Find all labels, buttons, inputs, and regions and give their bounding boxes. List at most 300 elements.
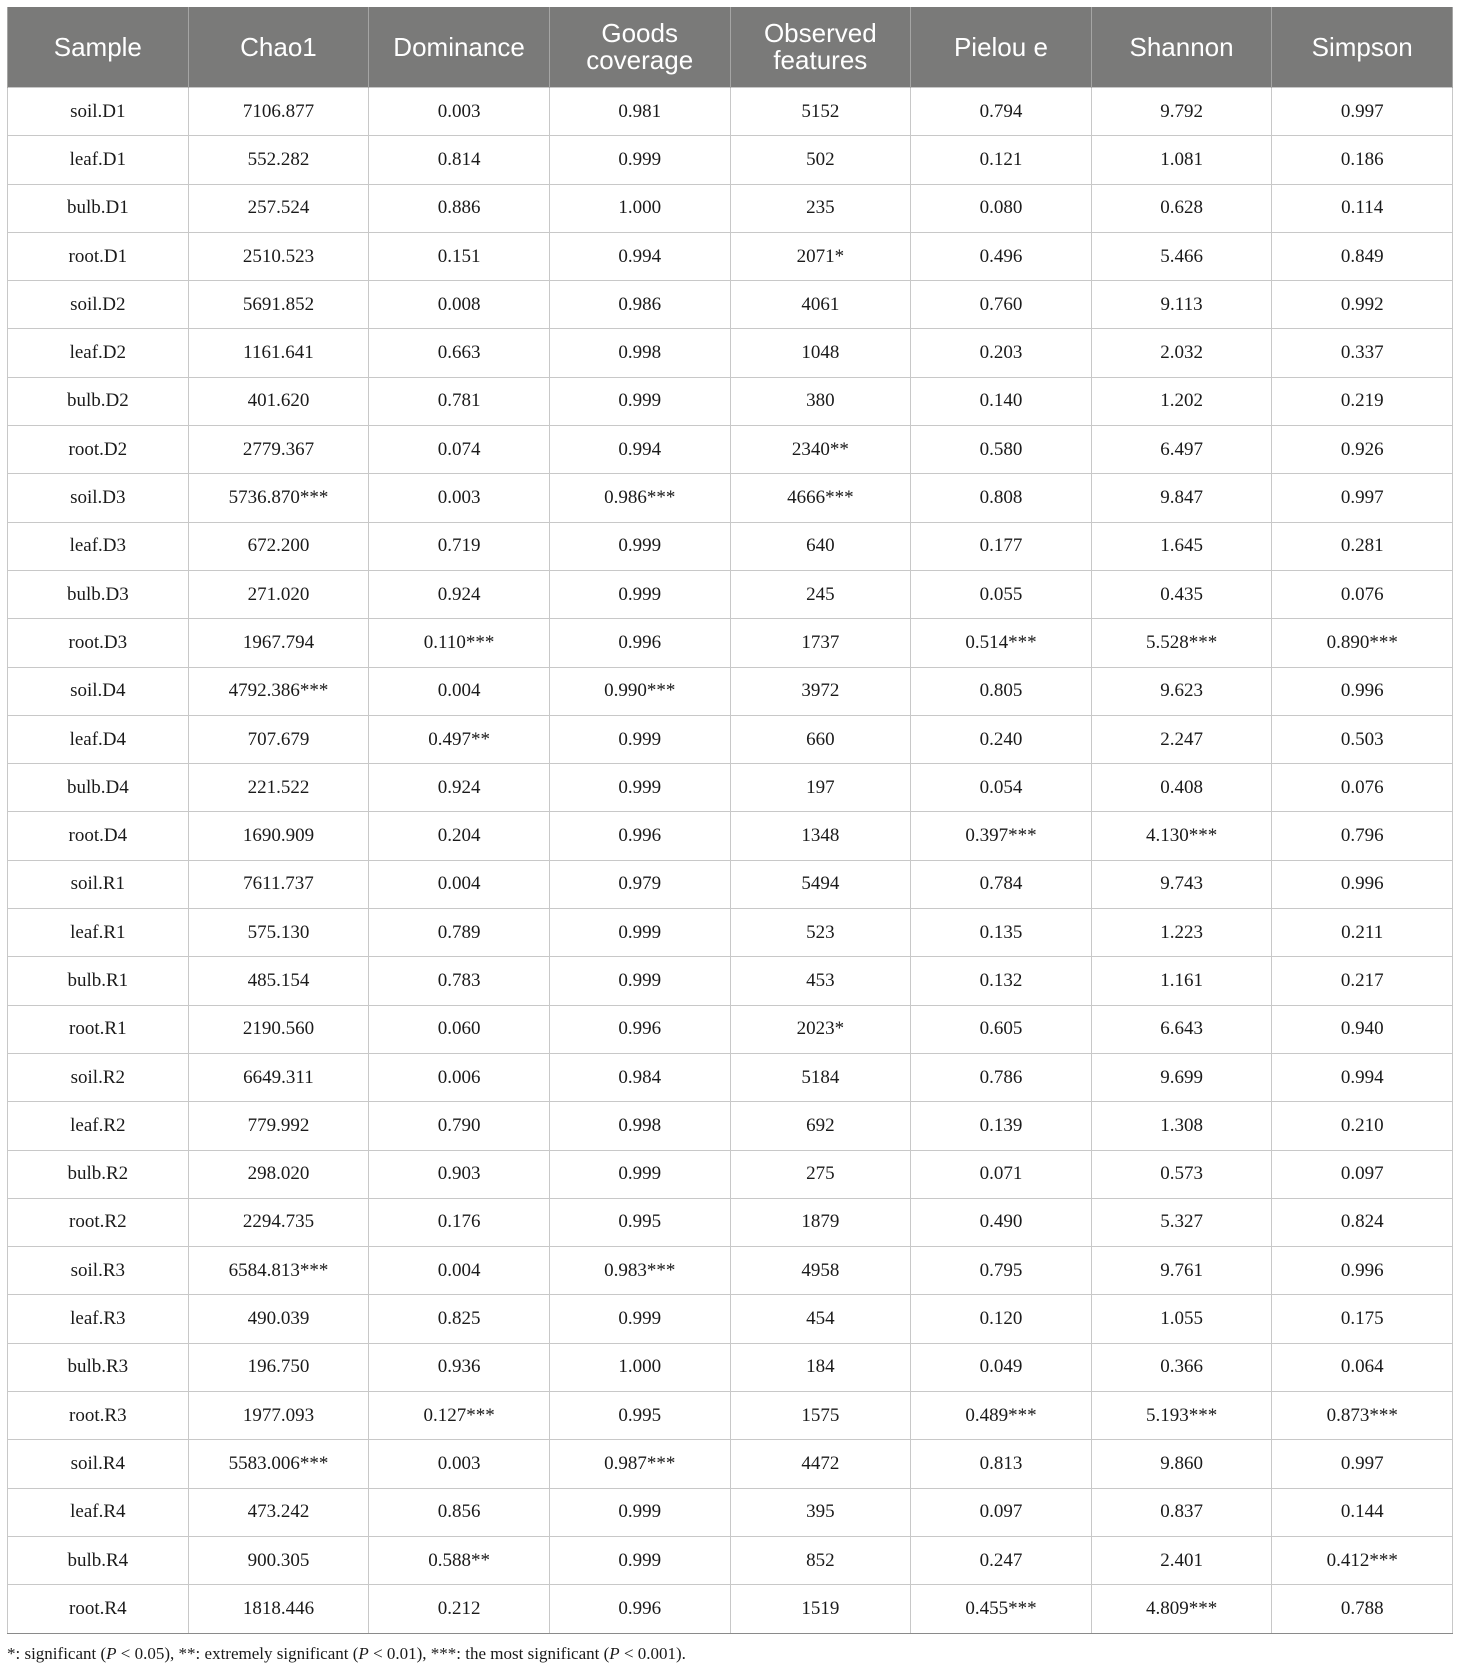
value-cell: 0.074 (369, 426, 550, 474)
value-cell: 0.999 (549, 570, 730, 618)
value-cell: 0.856 (369, 1488, 550, 1536)
footnote-p-symbol: P (358, 1644, 369, 1663)
value-cell: 2779.367 (188, 426, 369, 474)
table-row (8, 1343, 1453, 1391)
value-cell: 0.408 (1091, 764, 1272, 812)
sample-name-cell: soil.R2 (8, 1053, 189, 1101)
value-cell: 0.994 (549, 426, 730, 474)
value-cell: 0.204 (369, 812, 550, 860)
value-cell: 0.004 (369, 1247, 550, 1295)
value-cell: 0.151 (369, 232, 550, 280)
value-cell: 0.435 (1091, 570, 1272, 618)
value-cell: 9.792 (1091, 88, 1272, 136)
value-cell: 4472 (730, 1440, 911, 1488)
value-cell: 0.995 (549, 1392, 730, 1440)
value-cell: 502 (730, 136, 911, 184)
value-cell: 0.217 (1272, 957, 1453, 1005)
value-cell: 575.130 (188, 909, 369, 957)
value-cell: 1575 (730, 1392, 911, 1440)
sample-name-cell: soil.D1 (8, 88, 189, 136)
value-cell: 0.003 (369, 88, 550, 136)
value-cell: 257.524 (188, 184, 369, 232)
value-cell: 0.986 (549, 281, 730, 329)
value-cell: 692 (730, 1102, 911, 1150)
value-cell: 0.996 (1272, 667, 1453, 715)
value-cell: 0.996 (549, 812, 730, 860)
value-cell: 0.998 (549, 1102, 730, 1150)
sample-name-cell: leaf.D2 (8, 329, 189, 377)
value-cell: 1.000 (549, 184, 730, 232)
table-row (8, 909, 1453, 957)
value-cell: 0.796 (1272, 812, 1453, 860)
sample-name-cell: leaf.D3 (8, 522, 189, 570)
value-cell: 5.528*** (1091, 619, 1272, 667)
value-cell: 0.873*** (1272, 1392, 1453, 1440)
table-row (8, 667, 1453, 715)
value-cell: 0.808 (911, 474, 1092, 522)
value-cell: 0.999 (549, 1150, 730, 1198)
value-cell: 1519 (730, 1585, 911, 1633)
value-cell: 4061 (730, 281, 911, 329)
table-row (8, 860, 1453, 908)
header-row (8, 7, 1453, 88)
sample-name-cell: soil.D3 (8, 474, 189, 522)
sample-name-cell: root.R1 (8, 1005, 189, 1053)
value-cell: 380 (730, 377, 911, 425)
value-cell: 0.060 (369, 1005, 550, 1053)
table-row (8, 764, 1453, 812)
value-cell: 0.719 (369, 522, 550, 570)
value-cell: 0.979 (549, 860, 730, 908)
value-cell: 1.223 (1091, 909, 1272, 957)
value-cell: 0.999 (549, 1536, 730, 1584)
value-cell: 0.097 (911, 1488, 1092, 1536)
table-row (8, 377, 1453, 425)
value-cell: 9.743 (1091, 860, 1272, 908)
sample-name-cell: leaf.R3 (8, 1295, 189, 1343)
value-cell: 2071* (730, 232, 911, 280)
value-cell: 0.998 (549, 329, 730, 377)
sample-name-cell: bulb.D4 (8, 764, 189, 812)
sample-name-cell: root.D3 (8, 619, 189, 667)
value-cell: 0.996 (1272, 1247, 1453, 1295)
sample-name-cell: root.R4 (8, 1585, 189, 1633)
value-cell: 1.202 (1091, 377, 1272, 425)
table-row (8, 329, 1453, 377)
value-cell: 0.936 (369, 1343, 550, 1391)
value-cell: 485.154 (188, 957, 369, 1005)
value-cell: 1.645 (1091, 522, 1272, 570)
value-cell: 0.490 (911, 1198, 1092, 1246)
sample-name-cell: leaf.R4 (8, 1488, 189, 1536)
value-cell: 0.997 (1272, 1440, 1453, 1488)
value-cell: 0.990*** (549, 667, 730, 715)
value-cell: 4.809*** (1091, 1585, 1272, 1633)
value-cell: 0.412*** (1272, 1536, 1453, 1584)
sample-name-cell: root.D4 (8, 812, 189, 860)
value-cell: 640 (730, 522, 911, 570)
table-row (8, 522, 1453, 570)
value-cell: 0.219 (1272, 377, 1453, 425)
table-row (8, 619, 1453, 667)
value-cell: 672.200 (188, 522, 369, 570)
value-cell: 401.620 (188, 377, 369, 425)
value-cell: 3972 (730, 667, 911, 715)
value-cell: 0.175 (1272, 1295, 1453, 1343)
value-cell: 2190.560 (188, 1005, 369, 1053)
value-cell: 0.497** (369, 715, 550, 763)
value-cell: 5494 (730, 860, 911, 908)
value-cell: 6.643 (1091, 1005, 1272, 1053)
value-cell: 9.113 (1091, 281, 1272, 329)
value-cell: 0.210 (1272, 1102, 1453, 1150)
value-cell: 0.004 (369, 860, 550, 908)
sample-name-cell: root.R2 (8, 1198, 189, 1246)
value-cell: 1.308 (1091, 1102, 1272, 1150)
value-cell: 5184 (730, 1053, 911, 1101)
sample-name-cell: soil.D4 (8, 667, 189, 715)
value-cell: 0.825 (369, 1295, 550, 1343)
value-cell: 0.781 (369, 377, 550, 425)
value-cell: 184 (730, 1343, 911, 1391)
value-cell: 1879 (730, 1198, 911, 1246)
column-header: Goods coverage (549, 7, 730, 88)
value-cell: 235 (730, 184, 911, 232)
column-header: Sample (8, 7, 189, 88)
value-cell: 395 (730, 1488, 911, 1536)
value-cell: 0.795 (911, 1247, 1092, 1295)
value-cell: 6649.311 (188, 1053, 369, 1101)
value-cell: 0.981 (549, 88, 730, 136)
value-cell: 1048 (730, 329, 911, 377)
sample-name-cell: root.D2 (8, 426, 189, 474)
table-row (8, 281, 1453, 329)
value-cell: 0.008 (369, 281, 550, 329)
value-cell: 0.940 (1272, 1005, 1453, 1053)
value-cell: 271.020 (188, 570, 369, 618)
value-cell: 0.794 (911, 88, 1092, 136)
value-cell: 0.003 (369, 474, 550, 522)
sample-name-cell: bulb.R2 (8, 1150, 189, 1198)
footnote-text: < 0.01), ***: the most significant ( (368, 1644, 610, 1663)
value-cell: 0.455*** (911, 1585, 1092, 1633)
column-header: Simpson (1272, 7, 1453, 88)
column-header: Observed features (730, 7, 911, 88)
sample-name-cell: soil.R3 (8, 1247, 189, 1295)
table-row (8, 1198, 1453, 1246)
table-row (8, 88, 1453, 136)
value-cell: 0.605 (911, 1005, 1092, 1053)
value-cell: 9.860 (1091, 1440, 1272, 1488)
value-cell: 0.366 (1091, 1343, 1272, 1391)
value-cell: 707.679 (188, 715, 369, 763)
value-cell: 197 (730, 764, 911, 812)
sample-name-cell: bulb.D3 (8, 570, 189, 618)
value-cell: 0.003 (369, 1440, 550, 1488)
value-cell: 0.996 (549, 619, 730, 667)
sample-name-cell: root.R3 (8, 1392, 189, 1440)
value-cell: 0.986*** (549, 474, 730, 522)
value-cell: 0.849 (1272, 232, 1453, 280)
value-cell: 0.999 (549, 1488, 730, 1536)
value-cell: 4958 (730, 1247, 911, 1295)
value-cell: 1348 (730, 812, 911, 860)
footnote-p-symbol: P (106, 1644, 117, 1663)
sample-name-cell: bulb.R1 (8, 957, 189, 1005)
footnote-p-symbol: P (609, 1644, 620, 1663)
value-cell: 1.161 (1091, 957, 1272, 1005)
value-cell: 5.327 (1091, 1198, 1272, 1246)
value-cell: 473.242 (188, 1488, 369, 1536)
value-cell: 9.623 (1091, 667, 1272, 715)
alpha-diversity-table-container (7, 7, 1453, 1634)
value-cell: 6.497 (1091, 426, 1272, 474)
value-cell: 5152 (730, 88, 911, 136)
value-cell: 552.282 (188, 136, 369, 184)
value-cell: 2340** (730, 426, 911, 474)
table-footnote (7, 1644, 686, 1664)
value-cell: 0.994 (549, 232, 730, 280)
value-cell: 1.081 (1091, 136, 1272, 184)
value-cell: 0.997 (1272, 88, 1453, 136)
value-cell: 0.139 (911, 1102, 1092, 1150)
footnote-text: < 0.001). (619, 1644, 686, 1663)
value-cell: 779.992 (188, 1102, 369, 1150)
value-cell: 0.903 (369, 1150, 550, 1198)
value-cell: 0.760 (911, 281, 1092, 329)
value-cell: 0.004 (369, 667, 550, 715)
value-cell: 0.055 (911, 570, 1092, 618)
value-cell: 0.064 (1272, 1343, 1453, 1391)
value-cell: 0.489*** (911, 1392, 1092, 1440)
value-cell: 0.121 (911, 136, 1092, 184)
sample-name-cell: bulb.R4 (8, 1536, 189, 1584)
value-cell: 0.097 (1272, 1150, 1453, 1198)
value-cell: 0.054 (911, 764, 1092, 812)
value-cell: 0.176 (369, 1198, 550, 1246)
table-row (8, 570, 1453, 618)
value-cell: 1690.909 (188, 812, 369, 860)
value-cell: 2.032 (1091, 329, 1272, 377)
value-cell: 0.814 (369, 136, 550, 184)
value-cell: 0.886 (369, 184, 550, 232)
value-cell: 0.837 (1091, 1488, 1272, 1536)
value-cell: 0.663 (369, 329, 550, 377)
alpha-diversity-table (7, 7, 1453, 1634)
value-cell: 2294.735 (188, 1198, 369, 1246)
value-cell: 275 (730, 1150, 911, 1198)
value-cell: 0.076 (1272, 570, 1453, 618)
value-cell: 298.020 (188, 1150, 369, 1198)
value-cell: 0.211 (1272, 909, 1453, 957)
sample-name-cell: soil.R4 (8, 1440, 189, 1488)
value-cell: 0.999 (549, 909, 730, 957)
value-cell: 0.992 (1272, 281, 1453, 329)
value-cell: 852 (730, 1536, 911, 1584)
sample-name-cell: soil.D2 (8, 281, 189, 329)
value-cell: 0.114 (1272, 184, 1453, 232)
value-cell: 1818.446 (188, 1585, 369, 1633)
value-cell: 900.305 (188, 1536, 369, 1584)
value-cell: 2.247 (1091, 715, 1272, 763)
value-cell: 454 (730, 1295, 911, 1343)
table-row (8, 1392, 1453, 1440)
sample-name-cell: root.D1 (8, 232, 189, 280)
table-row (8, 1536, 1453, 1584)
value-cell: 0.789 (369, 909, 550, 957)
value-cell: 2.401 (1091, 1536, 1272, 1584)
value-cell: 1967.794 (188, 619, 369, 667)
table-row (8, 812, 1453, 860)
value-cell: 0.996 (1272, 860, 1453, 908)
table-row (8, 715, 1453, 763)
table-row (8, 1488, 1453, 1536)
table-header (8, 7, 1453, 88)
value-cell: 0.790 (369, 1102, 550, 1150)
value-cell: 221.522 (188, 764, 369, 812)
value-cell: 0.076 (1272, 764, 1453, 812)
table-row (8, 1102, 1453, 1150)
value-cell: 1.055 (1091, 1295, 1272, 1343)
value-cell: 5583.006*** (188, 1440, 369, 1488)
sample-name-cell: bulb.D1 (8, 184, 189, 232)
value-cell: 9.761 (1091, 1247, 1272, 1295)
value-cell: 0.999 (549, 715, 730, 763)
value-cell: 0.999 (549, 377, 730, 425)
column-header: Shannon (1091, 7, 1272, 88)
value-cell: 0.281 (1272, 522, 1453, 570)
value-cell: 0.049 (911, 1343, 1092, 1391)
value-cell: 0.247 (911, 1536, 1092, 1584)
value-cell: 2510.523 (188, 232, 369, 280)
value-cell: 490.039 (188, 1295, 369, 1343)
value-cell: 0.996 (549, 1585, 730, 1633)
value-cell: 0.987*** (549, 1440, 730, 1488)
value-cell: 0.997 (1272, 474, 1453, 522)
value-cell: 0.996 (549, 1005, 730, 1053)
footnote-text: < 0.05), **: extremely significant ( (116, 1644, 359, 1663)
column-header: Chao1 (188, 7, 369, 88)
column-header: Dominance (369, 7, 550, 88)
table-row (8, 136, 1453, 184)
sample-name-cell: leaf.D4 (8, 715, 189, 763)
value-cell: 0.994 (1272, 1053, 1453, 1101)
value-cell: 1737 (730, 619, 911, 667)
table-row (8, 1440, 1453, 1488)
sample-name-cell: bulb.R3 (8, 1343, 189, 1391)
value-cell: 9.847 (1091, 474, 1272, 522)
value-cell: 0.144 (1272, 1488, 1453, 1536)
value-cell: 0.999 (549, 957, 730, 1005)
value-cell: 0.588** (369, 1536, 550, 1584)
value-cell: 196.750 (188, 1343, 369, 1391)
value-cell: 523 (730, 909, 911, 957)
value-cell: 660 (730, 715, 911, 763)
table-row (8, 1295, 1453, 1343)
value-cell: 0.006 (369, 1053, 550, 1101)
value-cell: 0.995 (549, 1198, 730, 1246)
value-cell: 0.926 (1272, 426, 1453, 474)
value-cell: 0.924 (369, 570, 550, 618)
value-cell: 453 (730, 957, 911, 1005)
table-row (8, 426, 1453, 474)
value-cell: 0.788 (1272, 1585, 1453, 1633)
value-cell: 0.496 (911, 232, 1092, 280)
value-cell: 0.514*** (911, 619, 1092, 667)
value-cell: 0.573 (1091, 1150, 1272, 1198)
value-cell: 0.212 (369, 1585, 550, 1633)
value-cell: 0.135 (911, 909, 1092, 957)
value-cell: 5.466 (1091, 232, 1272, 280)
value-cell: 9.699 (1091, 1053, 1272, 1101)
sample-name-cell: leaf.R1 (8, 909, 189, 957)
value-cell: 0.824 (1272, 1198, 1453, 1246)
value-cell: 0.628 (1091, 184, 1272, 232)
value-cell: 0.080 (911, 184, 1092, 232)
value-cell: 0.924 (369, 764, 550, 812)
sample-name-cell: leaf.D1 (8, 136, 189, 184)
value-cell: 0.999 (549, 136, 730, 184)
table-row (8, 184, 1453, 232)
table-row (8, 1053, 1453, 1101)
value-cell: 0.397*** (911, 812, 1092, 860)
table-row (8, 1585, 1453, 1633)
value-cell: 4666*** (730, 474, 911, 522)
sample-name-cell: soil.R1 (8, 860, 189, 908)
table-row (8, 957, 1453, 1005)
value-cell: 0.784 (911, 860, 1092, 908)
value-cell: 5736.870*** (188, 474, 369, 522)
value-cell: 1.000 (549, 1343, 730, 1391)
table-row (8, 232, 1453, 280)
value-cell: 0.999 (549, 1295, 730, 1343)
value-cell: 0.890*** (1272, 619, 1453, 667)
value-cell: 4.130*** (1091, 812, 1272, 860)
value-cell: 0.140 (911, 377, 1092, 425)
value-cell: 5.193*** (1091, 1392, 1272, 1440)
value-cell: 0.120 (911, 1295, 1092, 1343)
value-cell: 0.999 (549, 764, 730, 812)
table-body (8, 88, 1453, 1634)
value-cell: 1161.641 (188, 329, 369, 377)
value-cell: 6584.813*** (188, 1247, 369, 1295)
value-cell: 0.186 (1272, 136, 1453, 184)
value-cell: 0.503 (1272, 715, 1453, 763)
value-cell: 4792.386*** (188, 667, 369, 715)
value-cell: 0.203 (911, 329, 1092, 377)
footnote-text: *: significant ( (7, 1644, 107, 1663)
value-cell: 0.337 (1272, 329, 1453, 377)
value-cell: 0.805 (911, 667, 1092, 715)
column-header: Pielou e (911, 7, 1092, 88)
value-cell: 0.127*** (369, 1392, 550, 1440)
value-cell: 245 (730, 570, 911, 618)
sample-name-cell: leaf.R2 (8, 1102, 189, 1150)
value-cell: 0.984 (549, 1053, 730, 1101)
value-cell: 0.813 (911, 1440, 1092, 1488)
table-row (8, 1150, 1453, 1198)
value-cell: 0.110*** (369, 619, 550, 667)
value-cell: 1977.093 (188, 1392, 369, 1440)
value-cell: 0.177 (911, 522, 1092, 570)
value-cell: 0.132 (911, 957, 1092, 1005)
value-cell: 7106.877 (188, 88, 369, 136)
value-cell: 0.783 (369, 957, 550, 1005)
table-row (8, 1005, 1453, 1053)
value-cell: 0.580 (911, 426, 1092, 474)
value-cell: 7611.737 (188, 860, 369, 908)
sample-name-cell: bulb.D2 (8, 377, 189, 425)
